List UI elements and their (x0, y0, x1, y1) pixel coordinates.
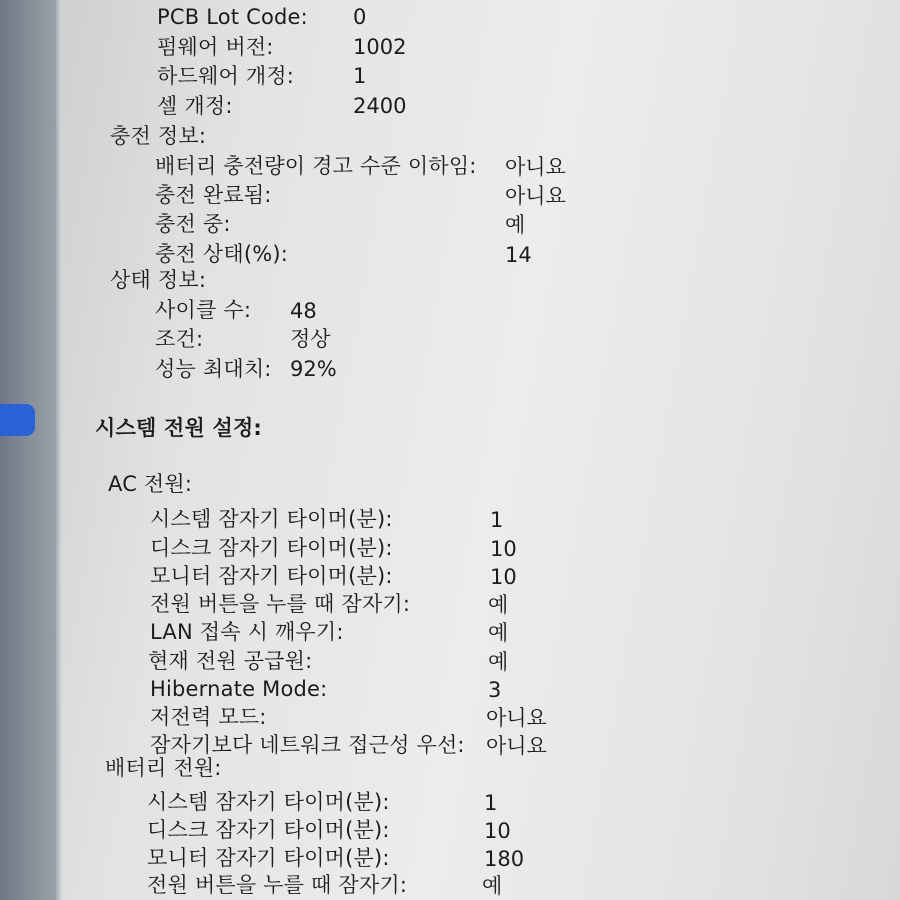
charging-value: 예 (505, 213, 526, 237)
ac-power-button-sleep-label: 전원 버튼을 누를 때 잠자기: (150, 592, 411, 616)
charge-percent-value: 14 (505, 243, 532, 267)
battery-power-button-sleep-label: 전원 버튼을 누를 때 잠자기: (147, 873, 408, 897)
power-settings-title: 시스템 전원 설정: (95, 416, 263, 440)
battery-disk-sleep-value: 10 (484, 819, 511, 843)
below-warning-label: 배터리 충전량이 경고 수준 이하임: (155, 154, 477, 178)
cell-rev-value: 2400 (353, 94, 407, 118)
ac-hibernate-mode-label: Hibernate Mode: (150, 677, 328, 701)
battery-power-button-sleep-value: 예 (482, 874, 503, 898)
cycle-count-label: 사이클 수: (155, 298, 252, 322)
ac-hibernate-mode-value: 3 (488, 678, 502, 702)
battery-disk-sleep-label: 디스크 잠자기 타이머(분): (147, 818, 390, 842)
fully-charged-label: 충전 완료됨: (155, 183, 272, 207)
ac-display-sleep-label: 모니터 잠자기 타이머(분): (150, 564, 393, 588)
charge-percent-label: 충전 상태(%): (155, 242, 289, 266)
cycle-count-value: 48 (290, 299, 317, 323)
charge-info-header: 충전 정보: (110, 124, 207, 148)
battery-display-sleep-label: 모니터 잠자기 타이머(분): (147, 846, 390, 870)
sidebar-selected-item[interactable] (0, 404, 35, 436)
max-capacity-label: 성능 최대치: (155, 357, 272, 381)
battery-system-sleep-value: 1 (484, 791, 498, 815)
condition-label: 조건: (155, 327, 204, 351)
firmware-label: 펌웨어 버전: (157, 35, 274, 59)
below-warning-value: 아니요 (505, 155, 566, 179)
battery-system-sleep-label: 시스템 잠자기 타이머(분): (147, 790, 390, 814)
ac-disk-sleep-value: 10 (490, 537, 517, 561)
ac-disk-sleep-label: 디스크 잠자기 타이머(분): (150, 536, 393, 560)
fully-charged-value: 아니요 (505, 184, 566, 208)
pcb-lot-code-value: 0 (353, 5, 367, 29)
ac-low-power-label: 저전력 모드: (150, 705, 267, 729)
hardware-rev-label: 하드웨어 개정: (157, 64, 295, 88)
hardware-rev-value: 1 (353, 64, 367, 88)
condition-value: 정상 (290, 327, 331, 351)
ac-low-power-value: 아니요 (486, 706, 547, 730)
ac-display-sleep-value: 10 (490, 565, 517, 589)
sidebar-divider (56, 0, 62, 900)
ac-prioritize-network-label: 잠자기보다 네트워크 접근성 우선: (150, 733, 465, 757)
sidebar (0, 0, 60, 900)
ac-wake-on-lan-label: LAN 접속 시 깨우기: (150, 620, 344, 644)
ac-system-sleep-label: 시스템 잠자기 타이머(분): (150, 507, 393, 531)
ac-wake-on-lan-value: 예 (488, 621, 509, 645)
ac-system-sleep-value: 1 (490, 508, 504, 532)
ac-prioritize-network-value: 아니요 (486, 734, 547, 758)
ac-current-source-label: 현재 전원 공급원: (148, 649, 313, 673)
max-capacity-value: 92% (290, 357, 337, 381)
battery-power-header: 배터리 전원: (105, 756, 222, 780)
pcb-lot-code-label: PCB Lot Code: (157, 5, 308, 29)
firmware-value: 1002 (353, 35, 407, 59)
cell-rev-label: 셀 개정: (157, 94, 233, 118)
charging-label: 충전 중: (155, 212, 231, 236)
ac-current-source-value: 예 (488, 650, 509, 674)
ac-power-header: AC 전원: (108, 472, 193, 496)
ac-power-button-sleep-value: 예 (488, 593, 509, 617)
health-info-header: 상태 정보: (110, 268, 207, 292)
battery-display-sleep-value: 180 (484, 847, 525, 871)
